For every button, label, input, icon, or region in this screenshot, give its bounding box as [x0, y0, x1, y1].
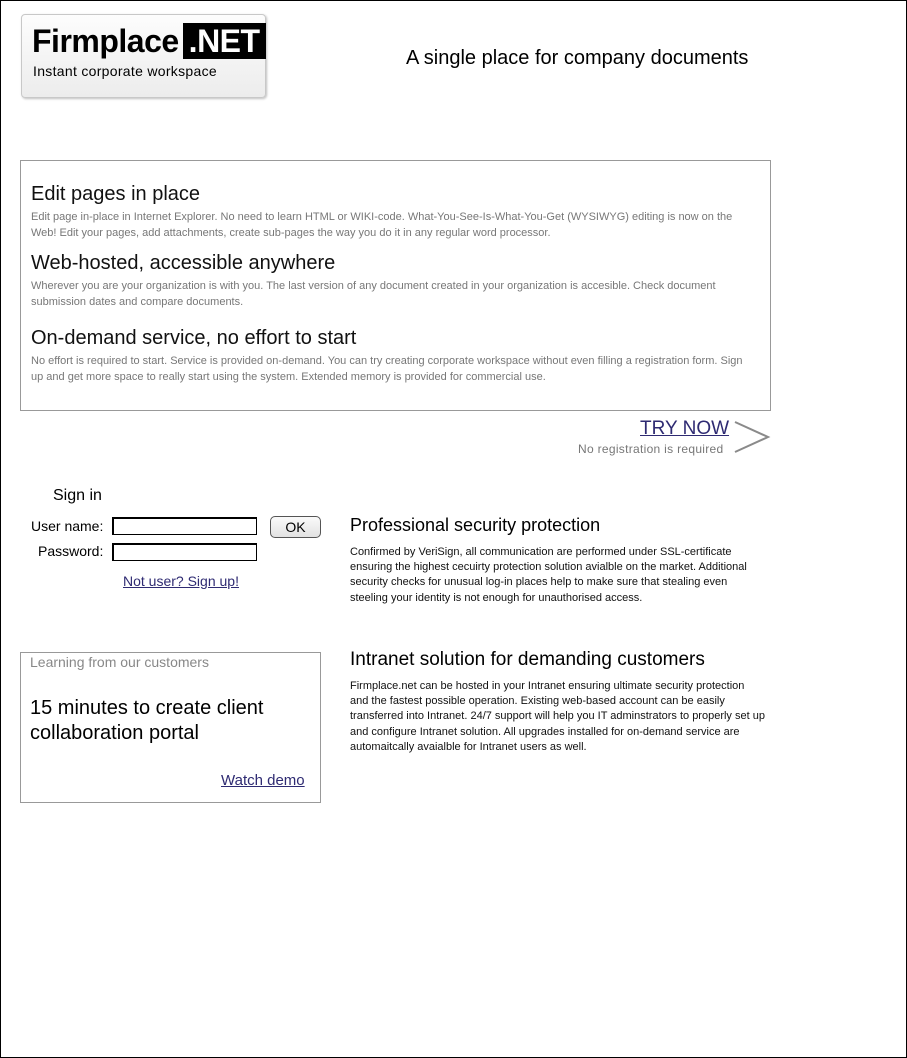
features-panel [20, 160, 771, 411]
watch-demo-link[interactable]: Watch demo [221, 772, 305, 789]
logo-wordmark [32, 23, 266, 60]
logo-suffix: .NET [183, 23, 266, 59]
feature-edit-in-place [31, 183, 756, 241]
ok-button[interactable]: OK [270, 516, 321, 538]
chevron-right-icon[interactable] [733, 420, 771, 454]
feature-text: No effort is required to start. Service is provided on-demand. You can try creating corporate workspace without even filling a registration form. Sign up and get more space to really start using the system. Extended memory is provided for commercial use. [31, 355, 743, 383]
username-input[interactable] [112, 517, 257, 535]
logo-subtitle: Instant corporate workspace [33, 63, 217, 79]
no-registration-note: No registration is required [578, 442, 724, 456]
password-label: Password: [38, 543, 104, 559]
security-title: Professional security protection [350, 515, 601, 535]
logo[interactable] [21, 14, 266, 98]
feature-web-hosted [31, 252, 756, 310]
tagline: A single place for company documents [406, 47, 749, 69]
customer-story-title: 15 minutes to create client collaboration portal [30, 697, 264, 744]
password-input[interactable] [112, 543, 257, 561]
feature-text: Edit page in-place in Internet Explorer. No need to learn HTML or WIKI-code. What-You-See-Is-What-You-Get (WYSIWYG) editing is now on the Web! Edit your pages, add attachments, create sub-pages the way you do it in any regular word processor. [31, 211, 733, 239]
feature-title: On-demand service, no effort to start [31, 327, 357, 349]
signin-title: Sign in [53, 487, 102, 504]
feature-title: Web-hosted, accessible anywhere [31, 252, 336, 274]
customer-story-box [20, 652, 321, 803]
intranet-title: Intranet solution for demanding customers [350, 649, 705, 670]
signup-link[interactable]: Not user? Sign up! [123, 573, 239, 589]
feature-on-demand [31, 327, 756, 385]
customer-story-label: Learning from our customers [30, 654, 209, 670]
intranet-text: Firmplace.net can be hosted in your Intranet ensuring ultimate security protection and the fastest possible operation. Existing web-based account can be easily transferred into Intranet. 24/7 support will help you IT adminstrators to properly set up and configure Intranet solution. All upgrades installed for on-demand service are automaitcally avaialble for Intranet users as well. [350, 680, 765, 753]
try-now-link[interactable]: TRY NOW [640, 418, 730, 439]
security-text: Confirmed by VeriSign, all communication are performed under SSL-certificate ensuring the highest cecuirty protection solution avialble on the market. Additional security checks for unusual log-in places help to make sure that stealing even steeling your identity is not enough for unauthorised access. [350, 546, 747, 604]
username-label: User name: [31, 518, 104, 534]
feature-text: Wherever you are your organization is with you. The last version of any document created in your organization is accesible. Check document submission dates and compare documents. [31, 280, 716, 308]
feature-title: Edit pages in place [31, 183, 201, 205]
logo-name: Firmplace [32, 23, 179, 59]
